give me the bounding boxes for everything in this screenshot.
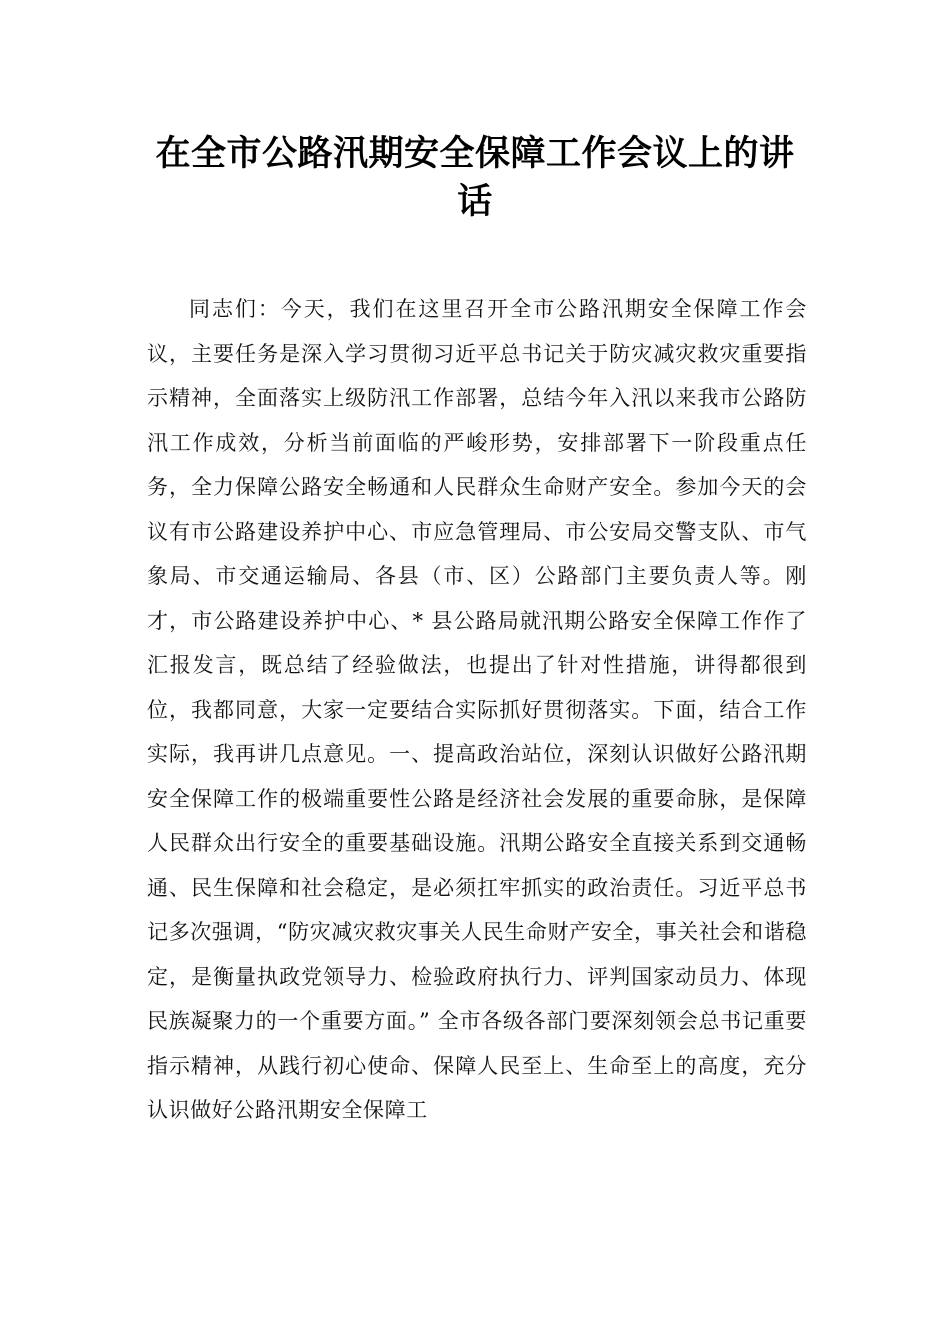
- body-paragraph: 同志们：今天，我们在这里召开全市公路汛期安全保障工作会议，主要任务是深入学习贯彻习近平总书记关于防灾减灾救灾重要指示精神，全面落实上级防汛工作部署，总结今年入汛以来我市公路防汛工作成效，分析当前面临的严峻形势，安排部署下一阶段重点任务，全力保障公路安全畅通和人民群众生命财产安全。参加今天的会议有市公路建设养护中心、市应急管理局、市公安局交警支队、市气象局、市交通运输局、各县（市、区）公路部门主要负责人等。刚才，市公路建设养护中心、* 县公路局就汛期公路安全保障工作作了汇报发言，既总结了经验做法，也提出了针对性措施，讲得都很到位，我都同意，大家一定要结合实际抓好贯彻落实。下面，结合工作实际，我再讲几点意见。一、提高政治站位，深刻认识做好公路汛期安全保障工作的极端重要性公路是经济社会发展的重要命脉，是保障人民群众出行安全的重要基础设施。汛期公路安全直接关系到交通畅通、民生保障和社会稳定，是必须扛牢抓实的政治责任。习近平总书记多次强调，“防灾减灾救灾事关人民生命财产安全，事关社会和谐稳定，是衡量执政党领导力、检验政府执行力、评判国家动员力、体现民族凝聚力的一个重要方面。” 全市各级各部门要深刻领会总书记重要指示精神，从践行初心使命、保障人民至上、生命至上的高度，充分认识做好公路汛期安全保障工: [147, 297, 807, 1122]
- document-title: 在全市公路汛期安全保障工作会议上的讲话: [155, 134, 795, 222]
